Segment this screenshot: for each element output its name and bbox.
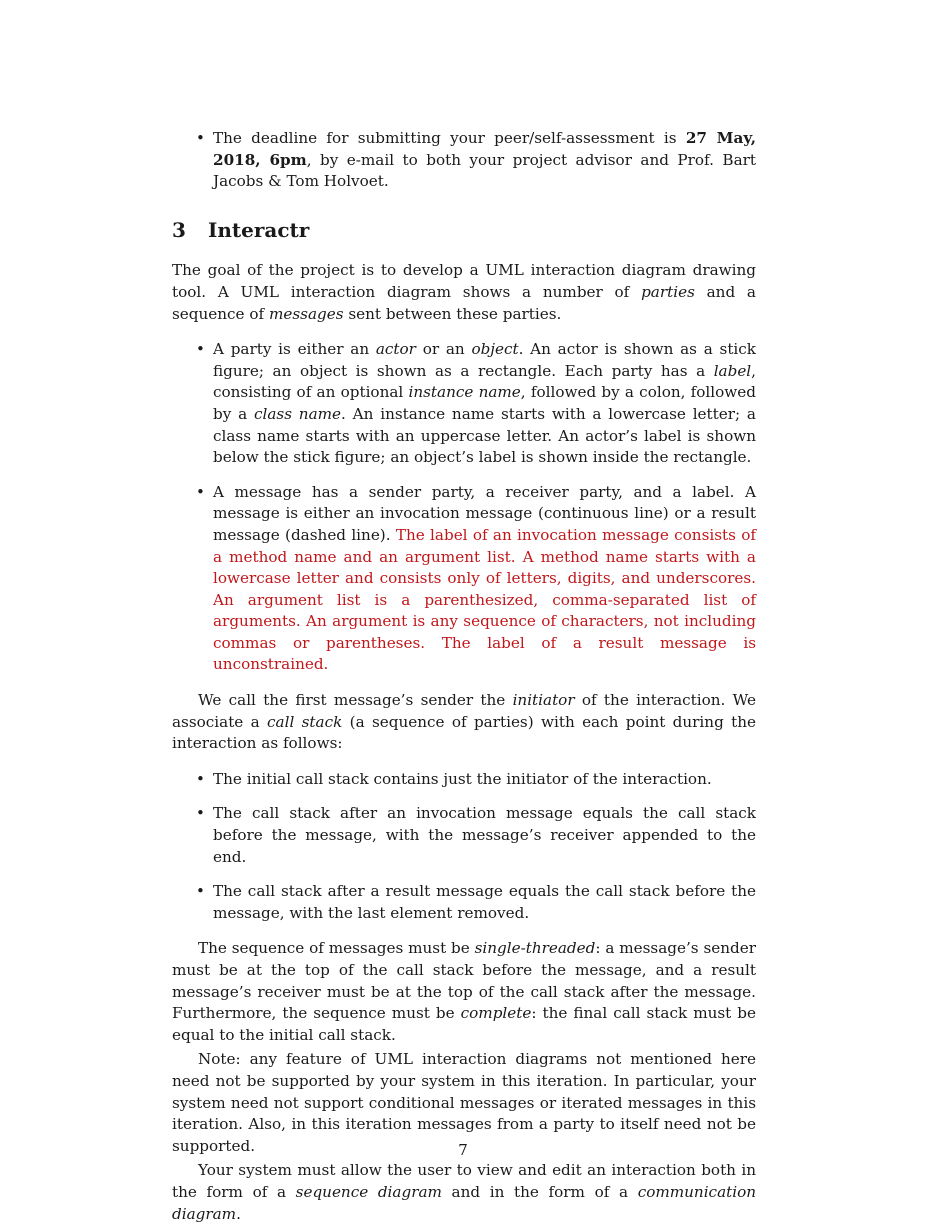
single-threaded-text: The sequence of messages must be [198,939,475,958]
initiator-text: (a sequence of parties) with each point during the interaction as follows: [172,712,757,753]
party-emphasis-actor: actor [375,340,416,359]
document-body [172,128,756,1225]
party-emphasis-instance-name: instance name [408,383,521,402]
complete-emphasis: complete [460,1004,532,1023]
initiator-paragraph [172,690,756,755]
deadline-list [172,128,756,193]
party-emphasis-class-name: class name [253,404,342,423]
party-text: . An actor is shown as a stick figure; an object is shown as a rectangle. Each party has a [213,340,756,380]
single-threaded-text: : the final call stack must be equal to the initial call stack. [172,1004,756,1044]
party-emphasis-object: object [471,340,519,359]
single-threaded-text: : a message’s sender must be at the top of the call stack before the message, and a result message’s receiver must be at the top of the call stack after the message. Furthermore, the sequence must be [172,939,756,1023]
section-heading [172,217,756,242]
party-text: , consisting of an optional [213,361,756,402]
intro-paragraph [172,260,756,325]
stack-bullet: • The call stack after a result message equals the call stack before the message, with the last element removed. [172,881,756,924]
party-text: , followed by a colon, followed by a [213,383,756,423]
final-text: and in the form of a [441,1182,638,1201]
deadline-text-pre: The deadline for submitting your peer/self-assessment is [213,129,686,147]
final-paragraph [172,1160,756,1225]
note-paragraph: Note: any feature of UML interaction diagrams not mentioned here need not be supported by your system in this iteration. In particular, your system need not support conditional messages or iterated messages in this iteration. Also, in this iteration messages from a party to itself need not be supported. [172,1050,756,1155]
call-stack-emphasis: call stack [267,712,343,731]
section-title: Interactr [208,217,310,242]
single-threaded-emphasis: single-threaded [474,939,596,958]
initiator-text: of the interaction. We associate a [172,691,756,731]
deadline-bullet [172,128,756,193]
intro-text: and a sequence of [172,282,756,323]
party-emphasis-label: label [713,361,752,380]
section-number: 3 [172,217,186,242]
message-bullet [172,482,756,676]
communication-diagram-emphasis: communication diagram [172,1182,757,1223]
final-text: Your system must allow the user to view and edit an interaction both in the form of a [172,1161,756,1201]
deadline-text-post: , by e-mail to both your project advisor and Prof. Bart Jacobs & Tom Holvoet. [213,150,756,191]
stack-bullet: • The call stack after an invocation message equals the call stack before the message, with the message’s receiver appended to the end. [172,803,756,868]
page-number: 7 [458,1141,468,1159]
party-text: or an [415,340,472,359]
party-text: A party is either an [213,340,376,359]
call-stack-list [172,769,756,925]
initiator-emphasis: initiator [512,691,575,710]
initiator-text: We call the first message’s sender the [198,691,513,710]
intro-text: The goal of the project is to develop a UML interaction diagram drawing tool. A UML interaction diagram shows a number of [172,261,756,301]
message-text: A message has a sender party, a receiver party, and a label. A message is either an invocation message (continuous line) or a result message (dashed line). [213,482,756,544]
intro-text: sent between these parties. [343,304,562,323]
stack-bullet: • The initial call stack contains just the initiator of the interaction. [172,769,756,791]
final-text: . [236,1204,241,1223]
party-text: . An instance name starts with a lowercase letter; a class name starts with an uppercase letter. An actor’s label is shown below the stick figure; an object’s label is shown inside the rectangle. [213,404,756,467]
intro-emphasis-parties: parties [641,282,695,301]
intro-emphasis-messages: messages [268,304,344,323]
definition-list [172,339,756,676]
deadline-date: 27 May, 2018, 6pm [213,129,756,169]
sequence-diagram-emphasis: sequence diagram [295,1182,442,1201]
message-highlighted-text: The label of an invocation message consists of a method name and an argument list. A method name starts with a lowercase letter and consists only of letters, digits, and underscores. An argument list is a parenthesized, comma-separated list of arguments. An argument is any sequence of characters, not including commas or parentheses. The label of a result message is unconstrained. [213,525,756,674]
party-bullet [172,339,756,469]
single-threaded-paragraph [172,938,756,1046]
